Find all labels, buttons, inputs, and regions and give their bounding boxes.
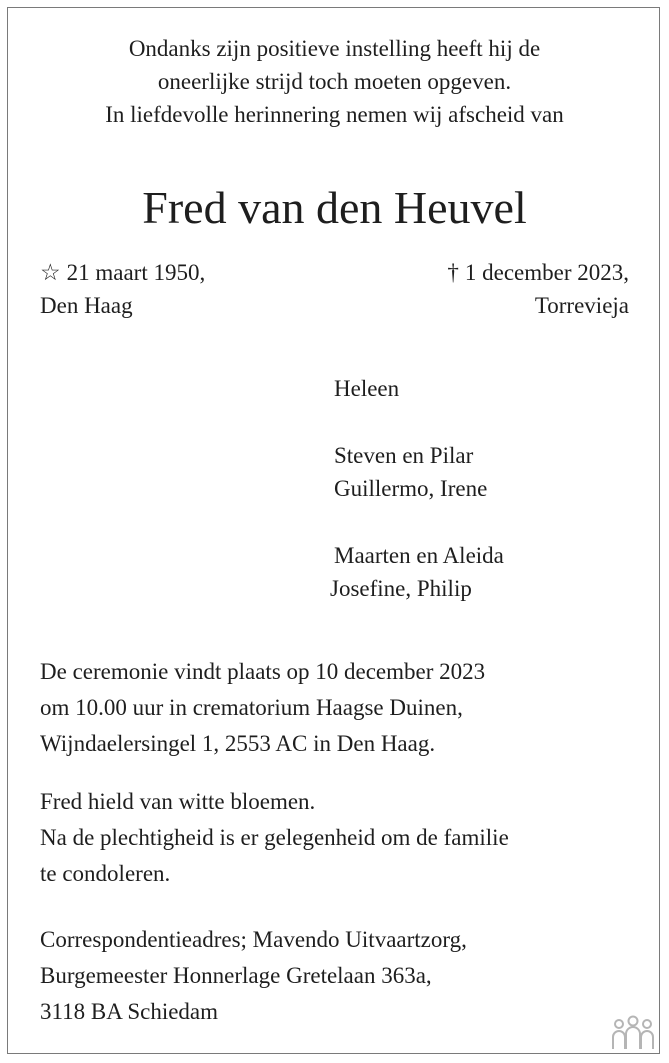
death-info [447,256,629,322]
family-list [330,372,504,605]
family-member: Josefine, Philip [330,576,472,601]
intro-line: Ondanks zijn positieve instelling heeft hij de [128,36,541,61]
cross-death-icon: † [447,260,459,285]
ceremony-line: De ceremonie vindt plaats op 10 december 2023 [40,659,486,684]
intro-text [0,32,669,131]
birth-place: Den Haag [40,293,133,318]
notes-line: Na de plechtigheid is er gelegenheid om de familie [40,825,509,850]
correspondence-paragraph [40,922,467,1030]
deceased-name: Fred van den Heuvel [142,182,527,233]
ceremony-line: om 10.00 uur in crematorium Haagse Duinen, [40,695,463,720]
intro-line: In liefdevolle herinnering nemen wij afscheid van [105,102,564,127]
family-member: Steven en Pilar [334,443,474,468]
people-logo-icon [611,1015,655,1051]
intro-line: oneerlijke strijd toch moeten opgeven. [157,69,512,94]
family-member: Guillermo, Irene [334,476,488,501]
death-place: Torrevieja [534,293,629,318]
star-birth-icon: ☆ [40,260,61,285]
correspondence-line: 3118 BA Schiedam [40,999,219,1024]
ceremony-line: Wijndaelersingel 1, 2553 AC in Den Haag. [40,731,436,756]
death-date: 1 december 2023, [464,260,629,285]
correspondence-line: Correspondentieadres; Mavendo Uitvaartzorg, [40,927,467,952]
birth-info [40,256,205,322]
family-member: Maarten en Aleida [334,543,504,568]
ceremony-paragraph [40,654,485,762]
birth-date: 21 maart 1950, [66,260,206,285]
family-partner: Heleen [334,376,400,401]
notes-paragraph [40,784,509,892]
correspondence-line: Burgemeester Honnerlage Gretelaan 363a, [40,963,432,988]
notes-line: te condoleren. [40,861,171,886]
notes-line: Fred hield van witte bloemen. [40,789,316,814]
